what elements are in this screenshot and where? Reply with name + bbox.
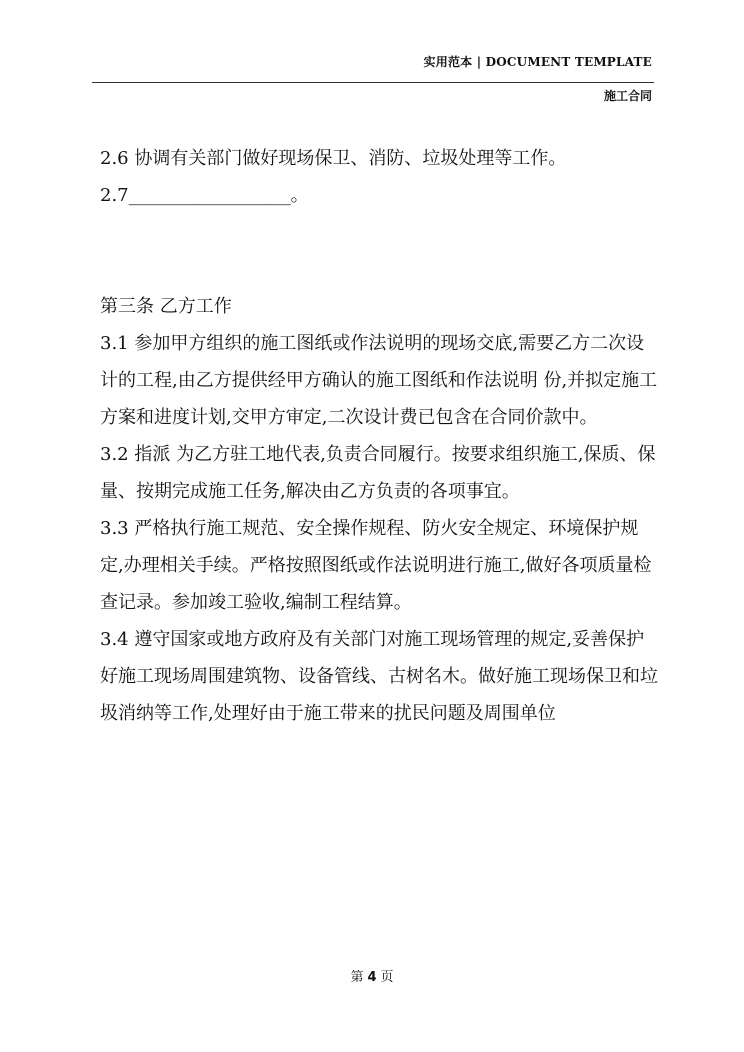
page-number: 4 (367, 970, 377, 985)
paragraph-3-1: 3.1 参加甲方组织的施工图纸或作法说明的现场交底,需要乙方二次设计的工程,由乙方提供经甲方确认的施工图纸和作法说明 份,并拟定施工方案和进度计划,交甲方审定,二次设计费已包含在合同价款中。 (100, 333, 658, 428)
header-divider (92, 82, 654, 83)
paragraph-2-6: 2.6 协调有关部门做好现场保卫、消防、垃圾处理等工作。 (100, 148, 567, 169)
header-title: 实用范本 | DOCUMENT TEMPLATE (423, 55, 652, 69)
section-heading: 第三条 乙方工作 (100, 296, 232, 317)
footer-prefix: 第 (350, 970, 364, 985)
page-footer (0, 966, 744, 985)
paragraph-3-3: 3.3 严格执行施工规范、安全操作规程、防火安全规定、环境保护规定,办理相关手续。严格按照图纸或作法说明进行施工,做好各项质量检查记录。参加竣工验收,编制工程结算。 (100, 518, 652, 613)
document-body (100, 140, 660, 732)
paragraph-3-4: 3.4 遵守国家或地方政府及有关部门对施工现场管理的规定,妥善保护好施工现场周围建筑物、设备管线、古树名木。做好施工现场保卫和垃圾消纳等工作,处理好由于施工带来的扰民问题及周围单位 (100, 629, 658, 724)
paragraph-2-7: 2.7__________________。 (100, 185, 309, 206)
footer-suffix: 页 (380, 970, 394, 985)
header-subtitle: 施工合同 (603, 89, 652, 103)
paragraph-gap (100, 214, 660, 288)
paragraph-3-2: 3.2 指派 为乙方驻工地代表,负责合同履行。按要求组织施工,保质、保量、按期完成施工任务,解决由乙方负责的各项事宜。 (100, 444, 656, 502)
